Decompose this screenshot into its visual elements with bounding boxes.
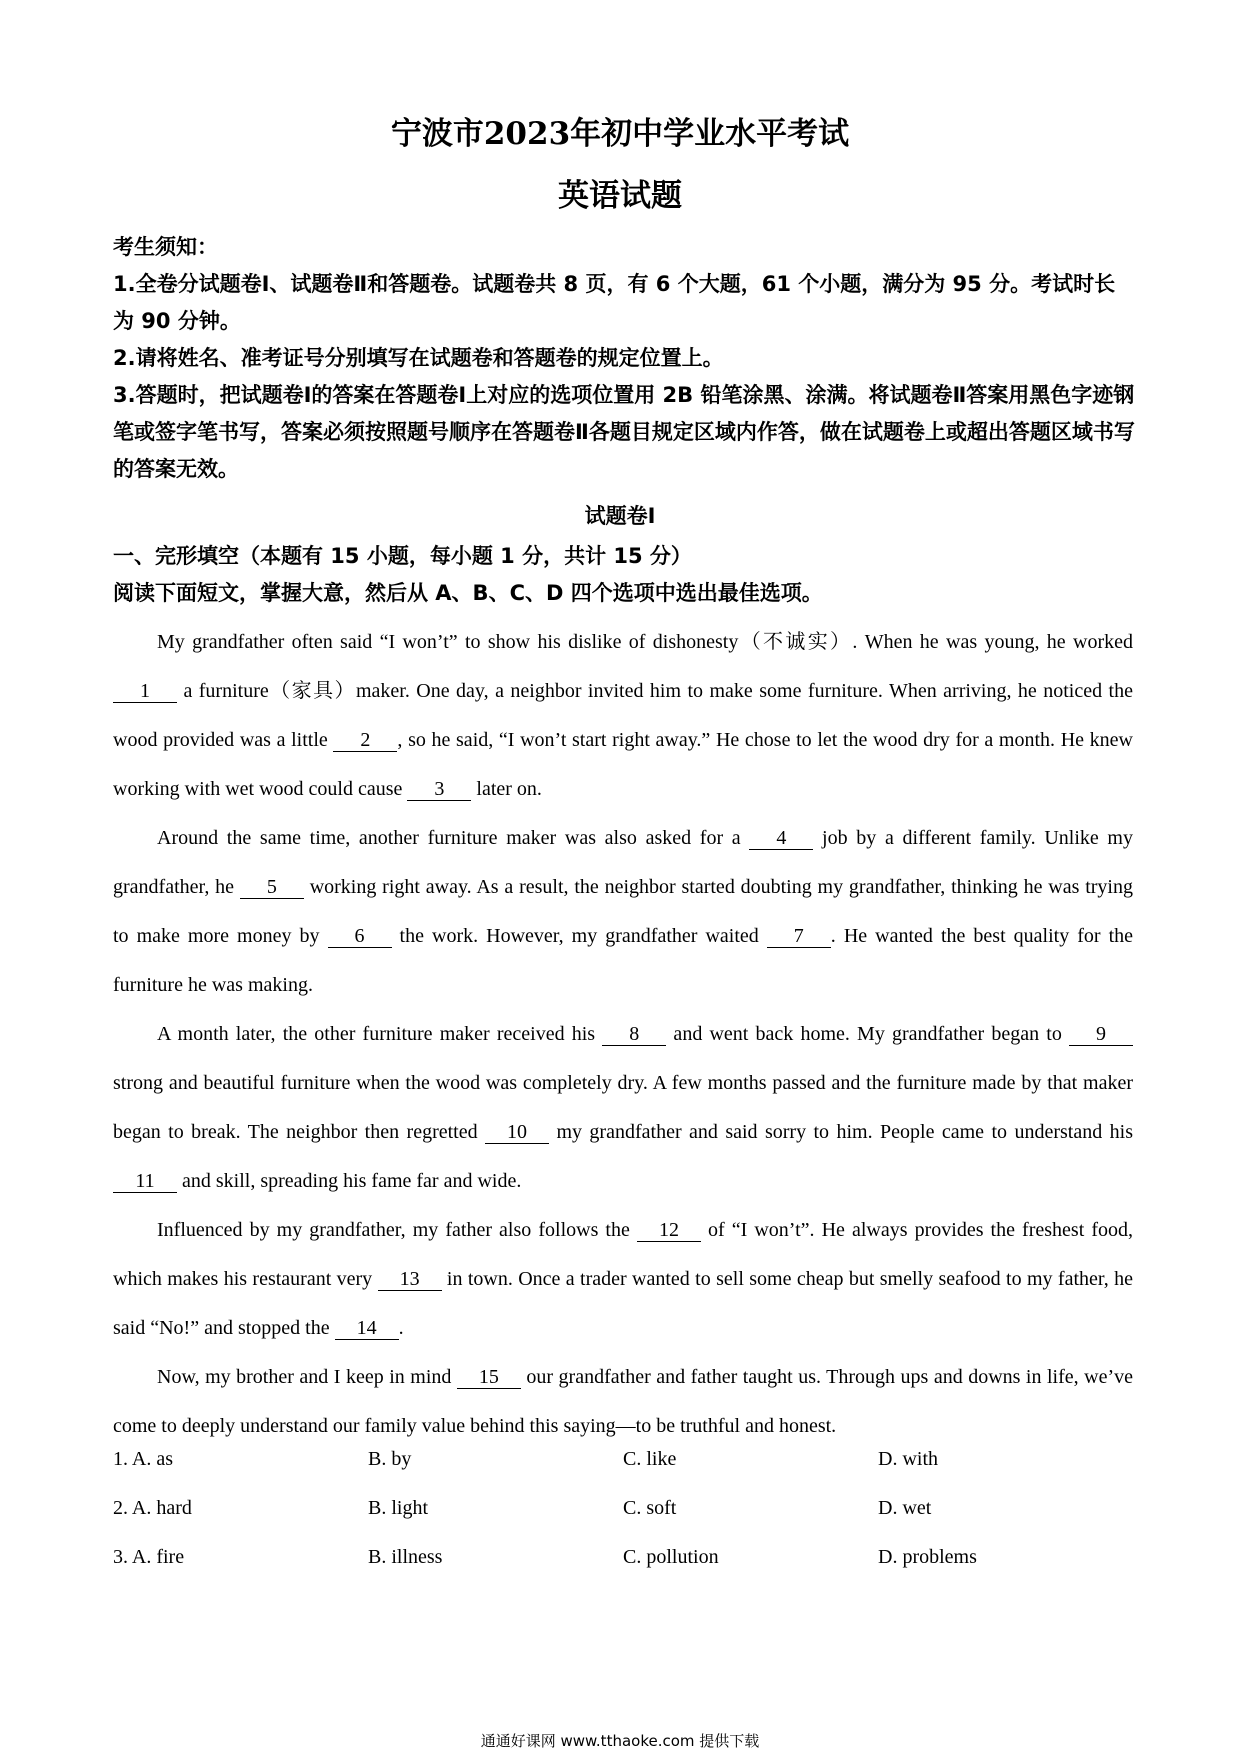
blank-4: 4 <box>749 827 813 850</box>
exam-subtitle: 英语试题 <box>558 178 682 214</box>
option-b: B. light <box>368 1497 429 1519</box>
blank-9: 9 <box>1069 1023 1133 1046</box>
notice-list <box>113 266 1135 488</box>
option-d: D. with <box>878 1448 938 1470</box>
option-d: D. problems <box>878 1546 977 1568</box>
passage-paragraph: Around the same time, another furniture maker was also asked for a 4 job by a different family. Unlike my grandfather, he 5 working right away. As a result, the neighbor started doubting my grandfather, thinking he was trying to make more money by 6 the work. However, my grandfather waited 7 . He wanted the best quality for the furniture he was making. <box>113 827 1134 996</box>
question-options-row <box>113 1546 1133 1595</box>
option-c: C. soft <box>623 1497 677 1519</box>
answer-options <box>113 1448 1133 1595</box>
option-b: B. illness <box>368 1546 443 1568</box>
blank-11: 11 <box>113 1170 177 1193</box>
blank-6: 6 <box>328 925 392 948</box>
blank-7: 7 <box>767 925 831 948</box>
exam-title: 宁波市2023年初中学业水平考试 <box>390 116 850 152</box>
passage-paragraph: My grandfather often said “I won’t” to show his dislike of dishonesty（不诚实）. When he was young, he worked 1 a furniture（家具）maker. One day, a neighbor invited him to make some furniture. When arriving, he noticed the wood provided was a little 2 , so he said, “I won’t start right away.” He chose to let the wood dry for a month. He knew working with wet wood could cause 3 later on. <box>113 631 1133 800</box>
blank-13: 13 <box>378 1268 442 1291</box>
section-heading: 一、完形填空（本题有 15 小题，每小题 1 分，共计 15 分） <box>113 544 692 568</box>
paper-title: 试题卷Ⅰ <box>584 504 656 528</box>
blank-1: 1 <box>113 680 177 703</box>
option-a: 3. A. fire <box>113 1546 185 1568</box>
notice-heading: 考生须知： <box>113 235 218 259</box>
blank-14: 14 <box>335 1317 399 1340</box>
blank-2: 2 <box>333 729 397 752</box>
question-options-row <box>113 1497 1133 1546</box>
page-footer: 通通好课网 www.tthaoke.com 提供下载 <box>480 1732 760 1750</box>
blank-5: 5 <box>240 876 304 899</box>
question-options-row <box>113 1448 1133 1497</box>
notice-item: 1.全卷分试题卷Ⅰ、试题卷Ⅱ和答题卷。试题卷共 8 页，有 6 个大题，61 个小题，满分为 95 分。考试时长为 90 分钟。 <box>113 272 1116 333</box>
blank-12: 12 <box>637 1219 701 1242</box>
blank-8: 8 <box>602 1023 666 1046</box>
section-instruction: 阅读下面短文，掌握大意，然后从 A、B、C、D 四个选项中选出最佳选项。 <box>113 581 823 605</box>
option-d: D. wet <box>878 1497 932 1519</box>
passage-paragraph: Now, my brother and I keep in mind 15 our grandfather and father taught us. Through ups and downs in life, we’ve come to deeply understand our family value behind this saying—to be truthful and honest. <box>113 1366 1134 1437</box>
passage-paragraph: A month later, the other furniture maker received his 8 and went back home. My grandfather began to 9 strong and beautiful furniture when the wood was completely dry. A few months passed and the furniture made by that maker began to break. The neighbor then regretted 10 my grandfather and said sorry to him. People came to understand his 11 and skill, spreading his fame far and wide. <box>113 1023 1133 1192</box>
cloze-passage <box>113 618 1133 1451</box>
option-a: 1. A. as <box>113 1448 173 1470</box>
option-c: C. like <box>623 1448 677 1470</box>
option-c: C. pollution <box>623 1546 719 1568</box>
notice-item: 2.请将姓名、准考证号分别填写在试题卷和答题卷的规定位置上。 <box>113 346 724 370</box>
notice-item: 3.答题时，把试题卷Ⅰ的答案在答题卷Ⅰ上对应的选项位置用 2B 铅笔涂黑、涂满。将试题卷Ⅱ答案用黑色字迹钢笔或签字笔书写，答案必须按照题号顺序在答题卷Ⅱ各题目规定区域内作答，做在试题卷上或超出答题区域书写的答案无效。 <box>113 383 1135 481</box>
option-a: 2. A. hard <box>113 1497 192 1519</box>
blank-15: 15 <box>457 1366 521 1389</box>
blank-10: 10 <box>485 1121 549 1144</box>
option-b: B. by <box>368 1448 412 1470</box>
blank-3: 3 <box>407 778 471 801</box>
passage-paragraph: Influenced by my grandfather, my father also follows the 12 of “I won’t”. He always provides the freshest food, which makes his restaurant very 13 in town. Once a trader wanted to sell some cheap but smelly seafood to my father, he said “No!” and stopped the 14 . <box>113 1219 1133 1339</box>
